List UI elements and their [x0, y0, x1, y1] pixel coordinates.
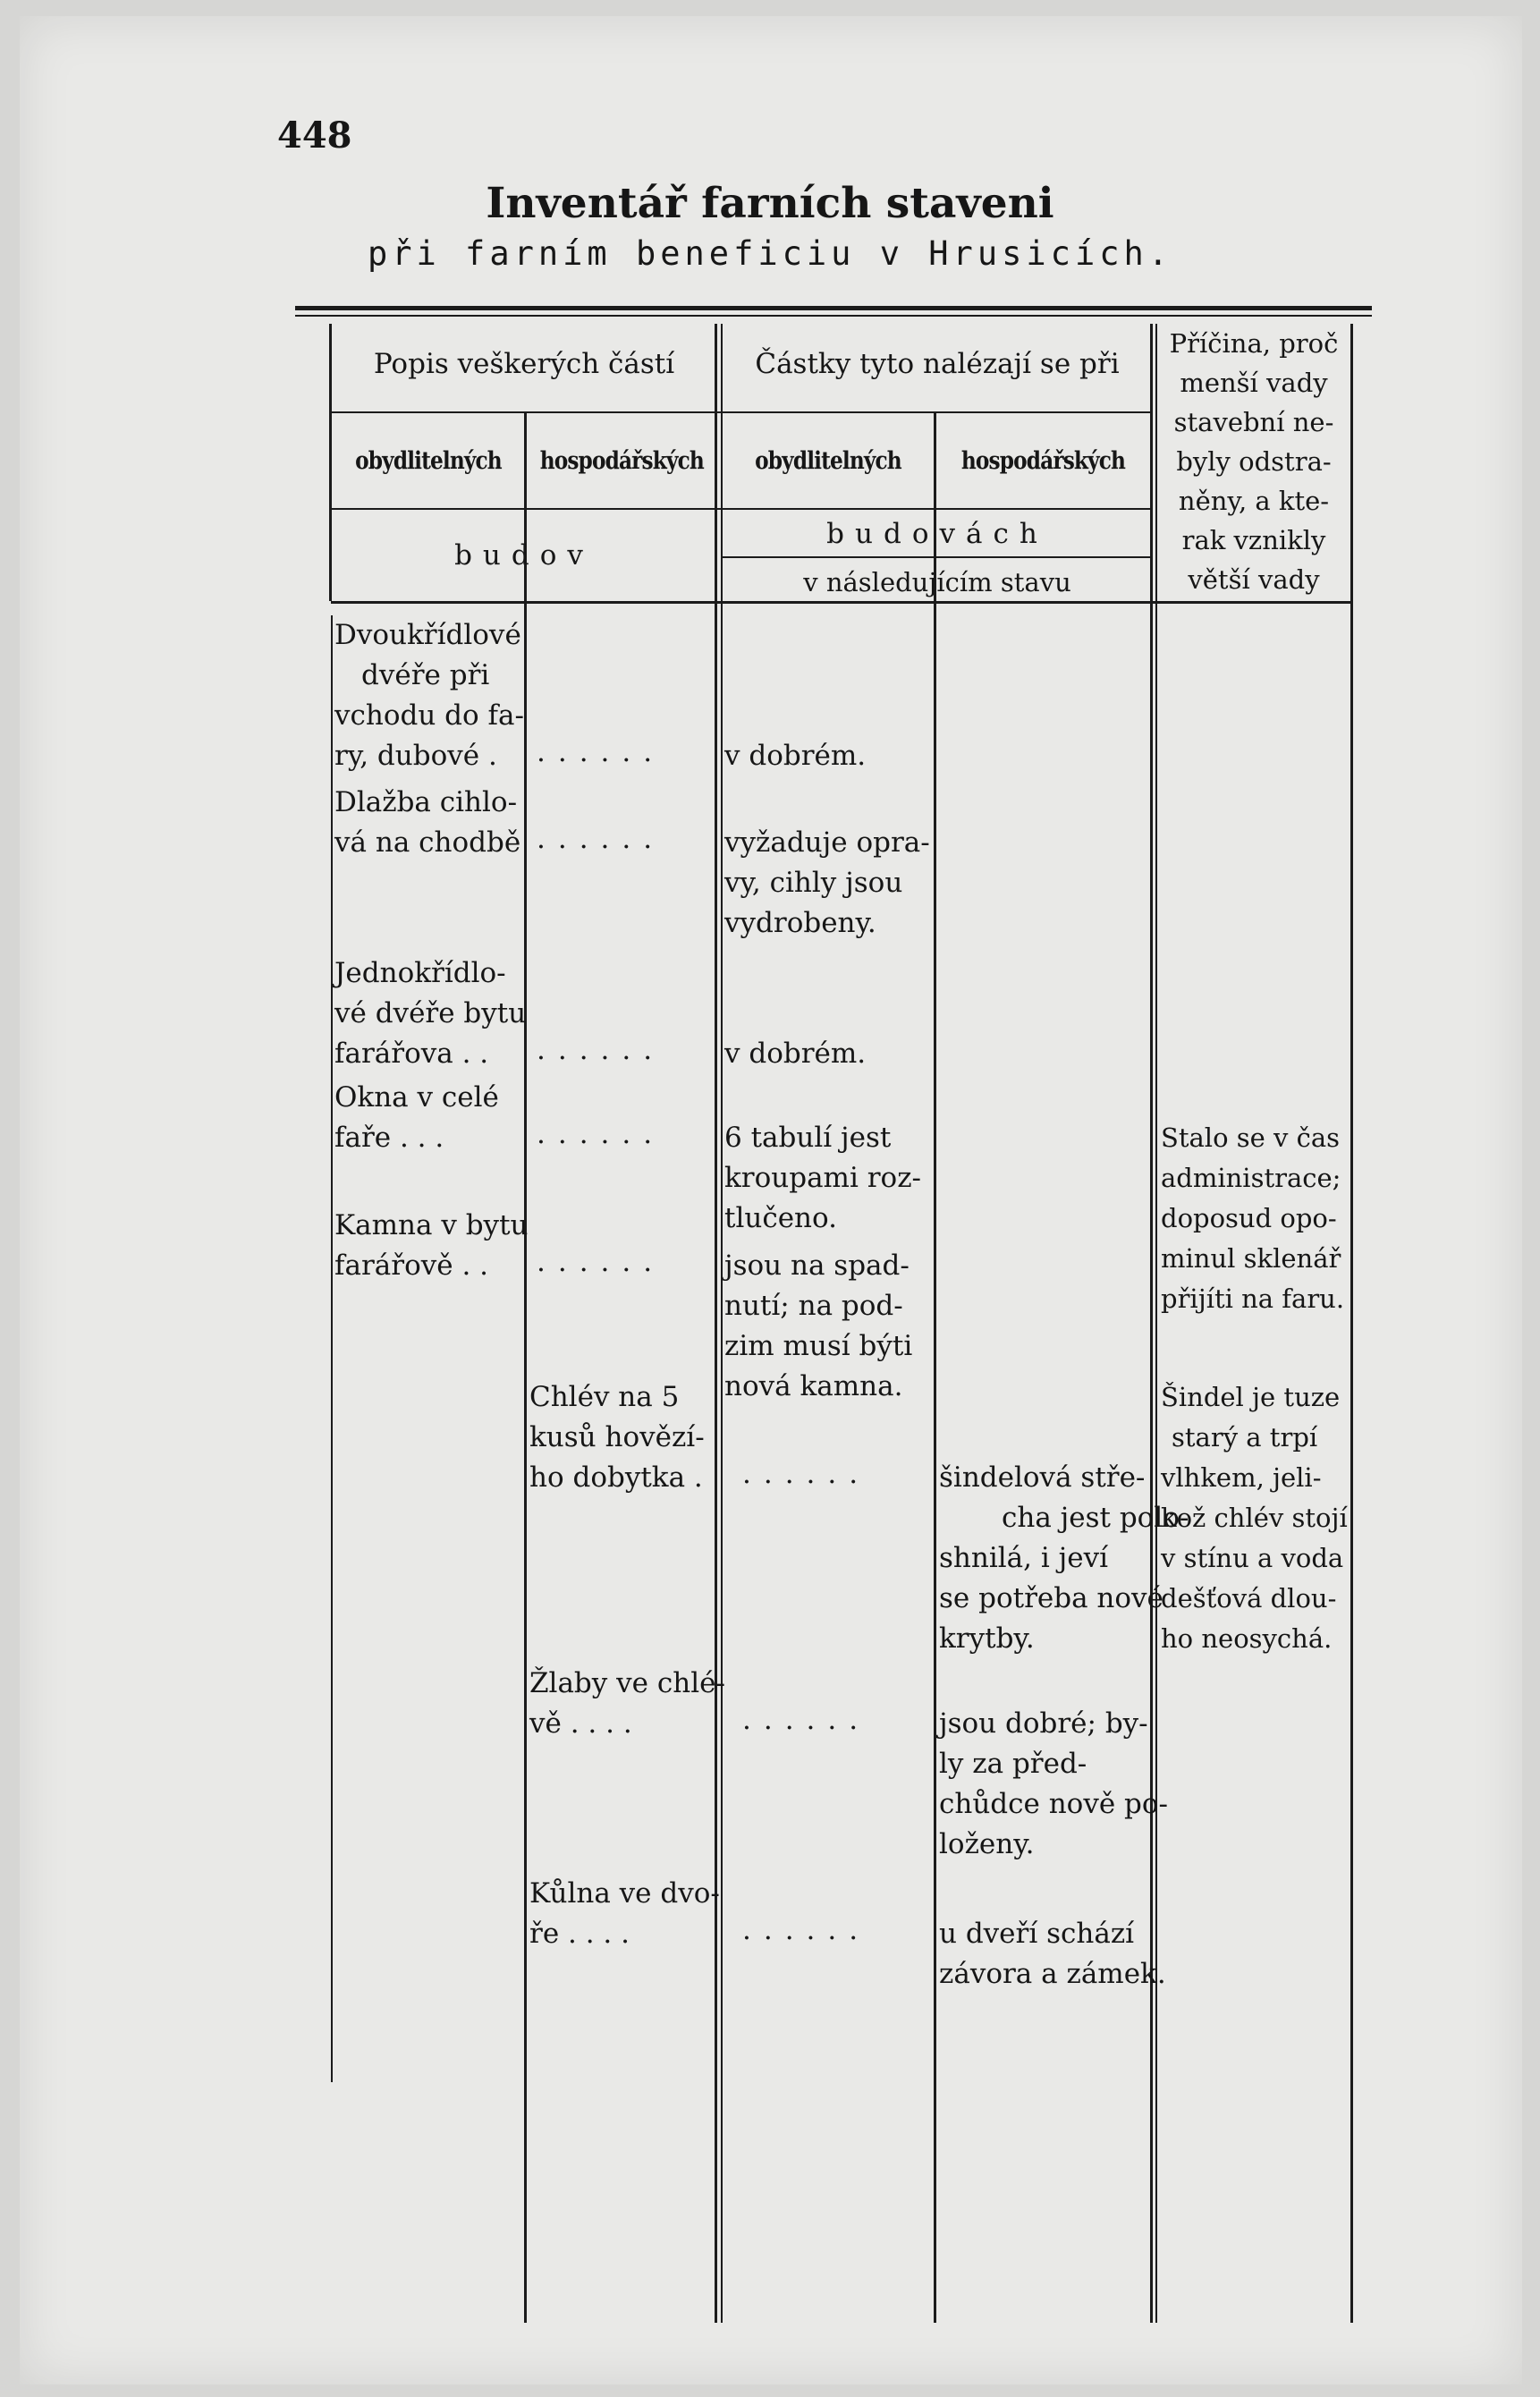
- text-line: krytby.: [939, 1622, 1035, 1655]
- row-4-cause: [1161, 1118, 1344, 1319]
- row-1-condition: [724, 736, 866, 776]
- text-line: Dvoukřídlové: [334, 619, 521, 651]
- text-line: cha jest polo-: [1002, 1502, 1189, 1534]
- text-line: vy, cihly jsou: [724, 867, 903, 899]
- row-8-condition: [939, 1914, 1166, 1995]
- text-line: minul sklenář: [1161, 1243, 1341, 1274]
- header-hospodarskych-1: hospodářských: [539, 447, 704, 475]
- row-3-condition: [724, 1034, 866, 1074]
- text-line: chůdce nově po-: [939, 1788, 1169, 1820]
- header-pricina-line: stavební ne-: [1173, 407, 1334, 437]
- hrule-2: [331, 508, 1152, 510]
- header-obydlitelnych-1: obydlitelných: [355, 447, 502, 475]
- col-line-2b: [721, 324, 723, 2323]
- hrule-1: [331, 411, 1152, 413]
- text-line: kroupami roz-: [724, 1162, 922, 1194]
- text-line: závora a zámek.: [939, 1958, 1166, 1990]
- row-6-cause: [1161, 1377, 1348, 1659]
- header-pricina: [1157, 324, 1350, 599]
- text-line: Žlaby ve chlé-: [529, 1667, 725, 1699]
- header-stav: v následujícím stavu: [803, 567, 1071, 597]
- row-8-description: [529, 1874, 720, 1954]
- text-line: šindelová stře-: [939, 1461, 1146, 1494]
- text-line: farářově . .: [334, 1249, 489, 1282]
- row-7-condition: [939, 1704, 1168, 1865]
- page-subtitle: při farním beneficiu v Hrusicích.: [367, 234, 1173, 273]
- header-budovach: budovách: [826, 518, 1048, 550]
- leader-dots: ......: [537, 1034, 665, 1066]
- text-line: faře . . .: [334, 1122, 444, 1154]
- header-pricina-line: větší vady: [1188, 564, 1320, 595]
- text-line: dešťová dlou-: [1161, 1583, 1337, 1614]
- text-line: loženy.: [939, 1828, 1035, 1860]
- text-line: Chlév na 5: [529, 1381, 680, 1413]
- col-line-4a: [1150, 324, 1153, 2323]
- leader-dots: ......: [742, 1458, 871, 1490]
- text-line: Dlažba cihlo-: [334, 786, 518, 818]
- leader-dots: ......: [537, 736, 665, 768]
- page-number: 448: [277, 114, 352, 157]
- row-4-condition: [724, 1118, 921, 1239]
- text-line: v dobrém.: [724, 740, 867, 772]
- top-rule-thin: [295, 315, 1372, 317]
- text-line: Kamna v bytu: [334, 1209, 529, 1241]
- top-rule: [295, 306, 1372, 310]
- text-line: ho dobytka .: [529, 1461, 703, 1494]
- leader-dots: ......: [537, 1118, 665, 1150]
- header-castky: Částky tyto nalézají se při: [755, 348, 1120, 380]
- text-line: dvéře při: [361, 659, 490, 691]
- leader-dots: ......: [537, 823, 665, 855]
- header-budov: budov: [454, 539, 594, 572]
- text-line: tlučeno.: [724, 1202, 837, 1234]
- text-line: starý a trpí: [1172, 1422, 1318, 1453]
- row-3-description: [334, 953, 526, 1074]
- col-line-left-body: [331, 615, 333, 2082]
- text-line: vyžaduje opra-: [724, 826, 930, 859]
- text-line: 6 tabulí jest: [724, 1122, 892, 1154]
- text-line: vě . . . .: [529, 1707, 632, 1740]
- text-line: kož chlév stojí: [1161, 1503, 1348, 1533]
- text-line: vchodu do fa-: [334, 699, 524, 732]
- text-line: ho neosychá.: [1161, 1623, 1333, 1654]
- row-2-condition: [724, 823, 930, 944]
- row-6-condition: [939, 1458, 1189, 1659]
- text-line: Okna v celé: [334, 1081, 499, 1114]
- text-line: vydrobeny.: [724, 907, 876, 939]
- header-pricina-line: Příčina, proč: [1169, 328, 1339, 359]
- row-1-description: [334, 615, 524, 776]
- row-2-description: [334, 783, 520, 863]
- col-line-right: [1350, 324, 1353, 2323]
- col-line-3: [934, 413, 936, 2323]
- text-line: zim musí býti: [724, 1330, 913, 1362]
- text-line: nutí; na pod-: [724, 1290, 903, 1322]
- leader-dots: ......: [537, 1246, 665, 1278]
- col-line-2a: [715, 324, 717, 2323]
- text-line: jsou na spad-: [724, 1249, 910, 1282]
- text-line: v stínu a voda: [1161, 1543, 1344, 1573]
- row-7-description: [529, 1664, 725, 1744]
- header-pricina-line: rak vznikly: [1181, 525, 1326, 555]
- header-pricina-line: menší vady: [1180, 368, 1328, 398]
- text-line: kusů hovězí-: [529, 1421, 705, 1453]
- col-line-left: [329, 324, 332, 601]
- text-line: ly za před-: [939, 1748, 1087, 1780]
- hrule-3: [721, 556, 1152, 558]
- text-line: jsou dobré; by-: [939, 1707, 1148, 1740]
- col-line-4b: [1155, 324, 1157, 2323]
- text-line: Stalo se v čas: [1161, 1122, 1341, 1153]
- text-line: doposud opo-: [1161, 1203, 1337, 1233]
- header-popis: Popis veškerých částí: [373, 348, 675, 380]
- text-line: ry, dubové .: [334, 740, 497, 772]
- text-line: nová kamna.: [724, 1370, 903, 1402]
- text-line: vá na chodbě: [334, 826, 521, 859]
- text-line: se potřeba nové: [939, 1582, 1163, 1614]
- row-4-description: [334, 1078, 499, 1158]
- text-line: přijíti na faru.: [1161, 1283, 1345, 1314]
- leader-dots: ......: [742, 1704, 871, 1736]
- text-line: Šindel je tuze: [1161, 1382, 1341, 1412]
- text-line: farářova . .: [334, 1038, 489, 1070]
- text-line: Jednokřídlo-: [334, 957, 506, 989]
- text-line: administrace;: [1161, 1163, 1341, 1193]
- text-line: vlhkem, jeli-: [1161, 1462, 1322, 1493]
- row-6-description: [529, 1377, 705, 1498]
- text-line: shnilá, i jeví: [939, 1542, 1109, 1574]
- row-5-condition: [724, 1246, 912, 1407]
- col-line-1: [524, 413, 527, 2323]
- text-line: vé dvéře bytu: [334, 997, 527, 1029]
- page-title: Inventář farních staveni: [486, 179, 1054, 228]
- text-line: ře . . . .: [529, 1918, 630, 1950]
- header-bottom-rule: [331, 601, 1352, 604]
- text-line: Kůlna ve dvo-: [529, 1877, 720, 1910]
- text-line: u dveří schází: [939, 1918, 1135, 1950]
- header-pricina-line: něny, a kte-: [1178, 486, 1330, 516]
- row-5-description: [334, 1206, 529, 1286]
- text-line: v dobrém.: [724, 1038, 867, 1070]
- leader-dots: ......: [742, 1914, 871, 1946]
- header-obydlitelnych-2: obydlitelných: [755, 447, 901, 475]
- header-hospodarskych-2: hospodářských: [960, 447, 1126, 475]
- header-pricina-line: byly odstra-: [1176, 446, 1332, 477]
